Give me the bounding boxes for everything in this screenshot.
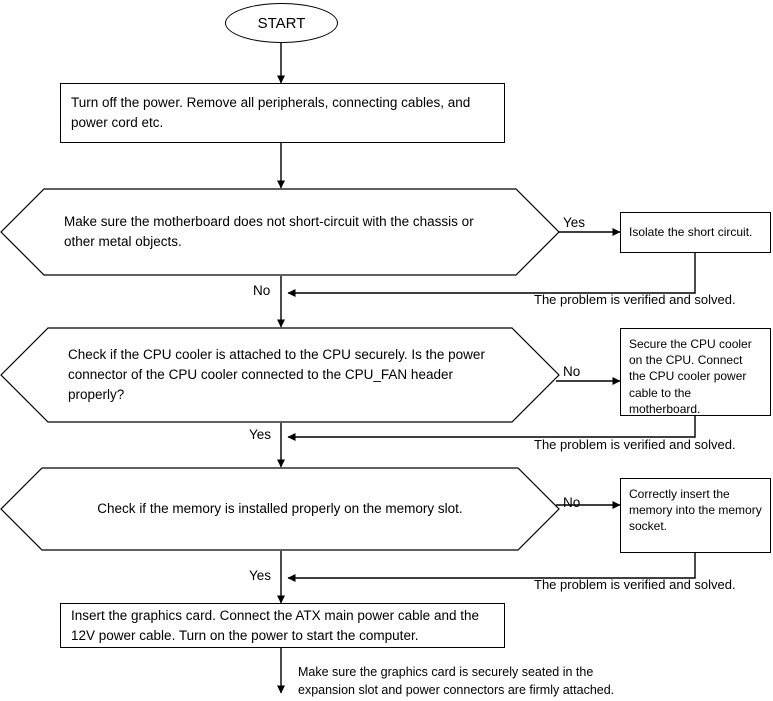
- edge-label-no3: No: [563, 495, 581, 510]
- node-decision1: [0, 188, 560, 276]
- node-step1-label: Turn off the power. Remove all peripherals, connecting cables, and power cord etc.: [71, 95, 471, 130]
- node-action2-label: Secure the CPU cooler on the CPU. Connect the CPU cooler power cable to the motherboard.: [629, 337, 752, 416]
- edge-label-yes1: Yes: [563, 215, 586, 230]
- node-action2: [620, 328, 771, 416]
- edge-label-no2: No: [563, 364, 581, 379]
- node-decision2: [0, 327, 560, 423]
- node-step2-label: Insert the graphics card. Connect the ATX main power cable and the 12V power cable. Turn on the power to start the computer.: [71, 607, 479, 643]
- edge-label-yes2: Yes: [249, 427, 272, 442]
- edge-label-no1: No: [253, 283, 271, 298]
- node-step1: [60, 83, 505, 143]
- node-start-label: START: [257, 14, 306, 32]
- node-decision3-label: Check if the memory is installed properly on the memory slot.: [97, 500, 463, 516]
- node-start: [225, 3, 338, 43]
- node-decision2-label: Check if the CPU cooler is attached to the CPU securely. Is the power connector of the CPU cooler connected to the CPU_FAN header properly?: [68, 346, 485, 403]
- note-solved-2: The problem is verified and solved.: [534, 437, 736, 452]
- footnote-graphics-card: Make sure the graphics card is securely seated in the expansion slot and power connectors are firmly attached.: [298, 665, 615, 698]
- node-action1-label: Isolate the short circuit.: [629, 225, 753, 240]
- node-decision1-label: Make sure the motherboard does not short-circuit with the chassis or other metal objects.: [64, 213, 474, 249]
- node-decision3: [0, 467, 560, 551]
- edge-label-yes3: Yes: [249, 568, 272, 583]
- node-step2: [60, 603, 505, 648]
- note-solved-3: The problem is verified and solved.: [534, 577, 736, 592]
- note-solved-1: The problem is verified and solved.: [534, 292, 736, 307]
- node-action1: [620, 212, 771, 253]
- node-action3-label: Correctly insert the memory into the memory socket.: [629, 487, 762, 534]
- node-action3: [620, 478, 771, 553]
